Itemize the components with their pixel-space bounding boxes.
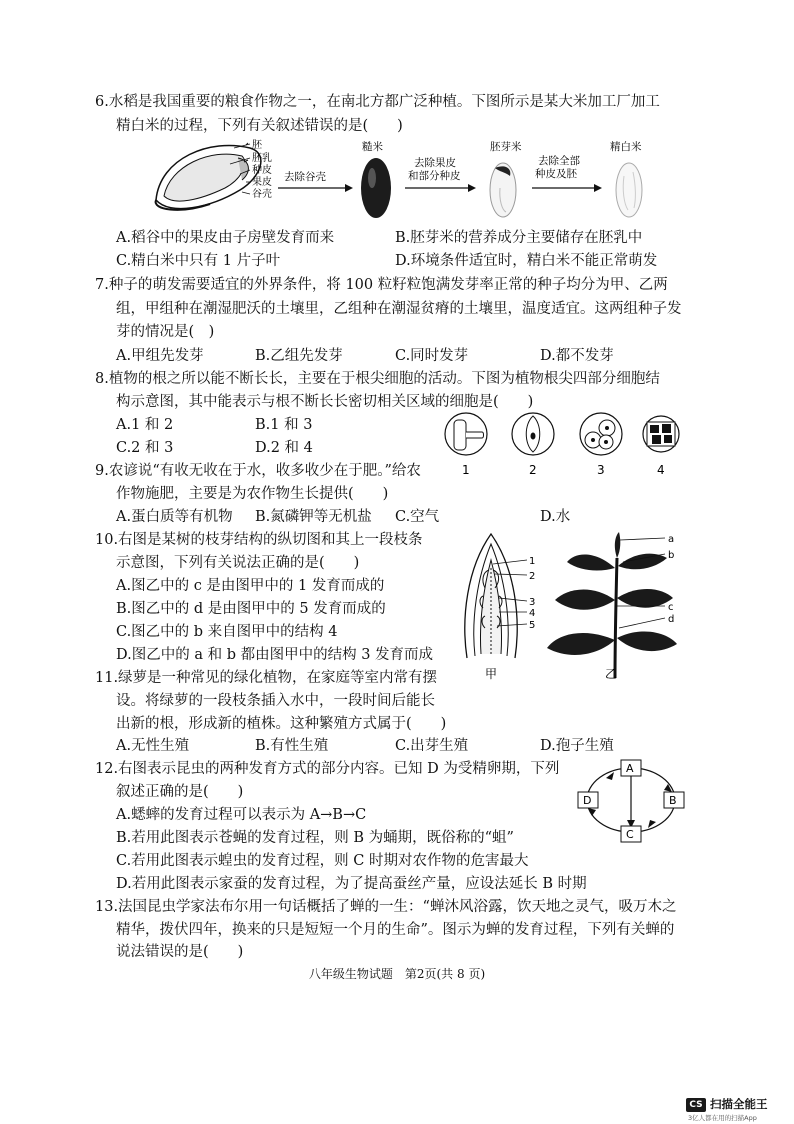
q8-root-cells-figure bbox=[440, 410, 680, 480]
q9-stem-line2: 作物施肥，主要是为农作物生长提供( ) bbox=[116, 486, 389, 502]
branch-label-b: b bbox=[668, 550, 675, 561]
scanner-app-name: 扫描全能王 bbox=[710, 1097, 768, 1111]
q11-option-a: A.无性生殖 bbox=[116, 738, 190, 754]
q6-rice-processing-figure bbox=[150, 138, 670, 230]
bud-label-3: 3 bbox=[529, 597, 536, 608]
q8-stem-line2: 构示意图，其中能表示与根不断长长密切相关区域的细胞是( ) bbox=[116, 394, 534, 410]
cell-2-icon bbox=[512, 413, 554, 455]
figure-yi-label: 乙 bbox=[605, 667, 618, 681]
q6-option-d: D.环境条件适宜时，精白米不能正常萌发 bbox=[395, 253, 658, 269]
branch-icon bbox=[547, 532, 677, 678]
q12-stem-line2: 叙述正确的是( ) bbox=[116, 784, 244, 800]
q9-stem-line1: 9.农谚说“有收无收在于水，收多收少在于肥。”给农 bbox=[95, 463, 421, 479]
q7-option-d: D.都不发芽 bbox=[540, 348, 614, 364]
q12-option-a: A.蟋蟀的发育过程可以表示为 A→B→C bbox=[116, 807, 367, 823]
cell-1-icon bbox=[445, 413, 487, 455]
q7-stem-line2: 组，甲组种在潮湿肥沃的土壤里，乙组种在潮湿贫瘠的土壤里，温度适宜。这两组种子发 bbox=[116, 301, 682, 317]
q12-option-d: D.若用此图表示家蚕的发育过程，为了提高蚕丝产量，应设法延长 B 时期 bbox=[116, 876, 587, 892]
q11-option-d: D.孢子生殖 bbox=[540, 738, 614, 754]
cell-label-1: 1 bbox=[462, 463, 470, 477]
q10-option-c: C.图乙中的 b 来自图甲中的结构 4 bbox=[116, 624, 338, 640]
label-husk: 谷壳 bbox=[252, 189, 272, 200]
q13-stem-line3: 说法错误的是( ) bbox=[116, 944, 244, 960]
q10-option-d: D.图乙中的 a 和 b 都由图甲中的结构 3 发育而成 bbox=[116, 647, 434, 663]
q7-stem-line3: 芽的情况是( ) bbox=[116, 324, 215, 340]
figure-jia-label: 甲 bbox=[485, 667, 498, 681]
q9-option-c: C.空气 bbox=[395, 509, 440, 525]
node-c: C bbox=[626, 828, 634, 841]
q12-option-c: C.若用此图表示蝗虫的发育过程，则 C 时期对农作物的危害最大 bbox=[116, 853, 529, 869]
q8-option-c: C.2 和 3 bbox=[116, 440, 174, 456]
stage1-label: 糙米 bbox=[362, 141, 383, 153]
cell-4-icon bbox=[643, 416, 679, 452]
stage3-label: 精白米 bbox=[610, 141, 642, 153]
bud-label-4: 4 bbox=[529, 608, 536, 619]
step3-label-b: 种皮及胚 bbox=[535, 168, 577, 180]
label-seed-coat: 种皮 bbox=[252, 165, 272, 176]
scanner-app-tagline: 3亿人都在用的扫描App bbox=[688, 1114, 757, 1122]
stage2-label: 胚芽米 bbox=[490, 141, 522, 153]
node-b: B bbox=[669, 794, 677, 807]
cell-3-icon bbox=[580, 413, 622, 455]
q9-option-a: A.蛋白质等有机物 bbox=[116, 509, 233, 525]
rice-grain-icon bbox=[156, 145, 261, 209]
cell-label-3: 3 bbox=[597, 463, 605, 477]
q12-option-b: B.若用此图表示苍蝇的发育过程，则 B 为蛹期，既俗称的“蛆” bbox=[116, 830, 514, 846]
cell-label-4: 4 bbox=[657, 463, 665, 477]
q7-option-a: A.甲组先发芽 bbox=[116, 348, 204, 364]
scanner-logo-icon: CS bbox=[686, 1098, 706, 1112]
q10-bud-branch-figure bbox=[455, 528, 685, 684]
q10-stem-line2: 示意图，下列有关说法正确的是( ) bbox=[116, 555, 360, 571]
label-pericarp: 果皮 bbox=[252, 177, 272, 188]
q7-stem-line1: 7.种子的萌发需要适宜的外界条件，将 100 粒籽粒饱满发芽率正常的种子均分为甲、乙两 bbox=[95, 277, 668, 293]
q9-option-d: D.水 bbox=[540, 509, 571, 525]
label-endosperm: 胚乳 bbox=[252, 153, 272, 164]
q13-stem-line1: 13.法国昆虫学家法布尔用一句话概括了蝉的一生：“蝉沐风浴露，饮天地之灵气，吸万木之 bbox=[95, 899, 677, 915]
bud-label-1: 1 bbox=[529, 556, 536, 567]
q6-option-c: C.精白米中只有 1 片子叶 bbox=[116, 253, 281, 269]
q11-option-b: B.有性生殖 bbox=[255, 738, 329, 754]
bud-label-5: 5 bbox=[529, 620, 536, 631]
branch-label-d: d bbox=[668, 614, 675, 625]
page-footer: 八年级生物试题 第2页(共 8 页) bbox=[308, 967, 486, 981]
label-embryo: 胚 bbox=[252, 140, 262, 151]
q11-option-c: C.出芽生殖 bbox=[395, 738, 469, 754]
branch-label-a: a bbox=[668, 534, 675, 545]
q11-stem-line1: 11.绿萝是一种常见的绿化植物，在家庭等室内常有摆 bbox=[95, 670, 438, 686]
q12-stem-line1: 12.右图表示昆虫的两种发育方式的部分内容。已知 D 为受精卵期，下列 bbox=[95, 761, 560, 777]
brown-rice-icon bbox=[361, 158, 391, 218]
step3-label-a: 去除全部 bbox=[538, 155, 580, 167]
q8-option-a: A.1 和 2 bbox=[116, 417, 174, 433]
q6-stem-line1: 6.水稻是我国重要的粮食作物之一，在南北方都广泛种植。下图所示是某大米加工厂加工 bbox=[95, 94, 660, 110]
bud-section-icon bbox=[465, 534, 517, 658]
q10-stem-line1: 10.右图是某树的枝芽结构的纵切图和其上一段枝条 bbox=[95, 532, 423, 548]
q12-insect-development-diagram bbox=[572, 758, 690, 844]
step1-label: 去除谷壳 bbox=[284, 171, 326, 183]
q9-option-b: B.氮磷钾等无机盐 bbox=[255, 509, 372, 525]
q8-stem-line1: 8.植物的根之所以能不断长长，主要在于根尖细胞的活动。下图为植物根尖四部分细胞结 bbox=[95, 371, 660, 387]
q7-option-b: B.乙组先发芽 bbox=[255, 348, 343, 364]
q8-option-d: D.2 和 4 bbox=[255, 440, 313, 456]
q6-stem-line2: 精白米的过程，下列有关叙述错误的是( ) bbox=[116, 118, 403, 134]
q10-option-a: A.图乙中的 c 是由图甲中的 1 发育而成的 bbox=[116, 578, 385, 594]
branch-label-c: c bbox=[668, 602, 674, 613]
q11-stem-line2: 设。将绿萝的一段枝条插入水中，一段时间后能长 bbox=[116, 693, 435, 709]
q8-option-b: B.1 和 3 bbox=[255, 417, 313, 433]
q7-option-c: C.同时发芽 bbox=[395, 348, 469, 364]
step2-label-b: 和部分种皮 bbox=[408, 170, 461, 182]
q6-option-b: B.胚芽米的营养成分主要储存在胚乳中 bbox=[395, 230, 643, 246]
q13-stem-line2: 精华，拨伏四年，换来的只是短短一个月的生命”。图示为蝉的发育过程，下列有关蝉的 bbox=[116, 922, 675, 938]
step2-label-a: 去除果皮 bbox=[414, 157, 456, 169]
node-a: A bbox=[626, 762, 634, 775]
bud-label-2: 2 bbox=[529, 571, 536, 582]
node-d: D bbox=[583, 794, 592, 807]
q11-stem-line3: 出新的根，形成新的植株。这种繁殖方式属于( ) bbox=[116, 716, 447, 732]
q10-option-b: B.图乙中的 d 是由图甲中的 5 发育而成的 bbox=[116, 601, 386, 617]
polished-rice-icon bbox=[616, 163, 642, 217]
q6-option-a: A.稻谷中的果皮由子房壁发育而来 bbox=[116, 230, 335, 246]
cell-label-2: 2 bbox=[529, 463, 537, 477]
